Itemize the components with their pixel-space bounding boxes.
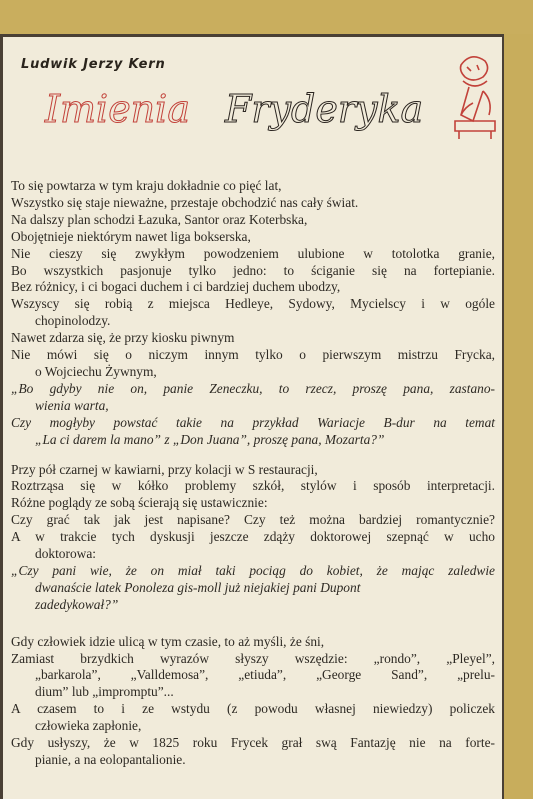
poem-line: „barkarola”, „Valldemosa”, „etiuda”, „George Sand”, „prelu- bbox=[35, 667, 495, 683]
poem-line-quote: „Czy pani wie, że on miał taki pociąg do kobiet, że mając zaledwie bbox=[11, 562, 495, 578]
poem-line-quote: „La ci darem la mano” z „Don Juana”, proszę pana, Mozarta?” bbox=[35, 431, 385, 447]
poem-line: o Wojciechu Żywnym, bbox=[35, 363, 157, 379]
poem-line: Obojętnieje niektórym nawet liga bokserska, bbox=[11, 228, 251, 244]
poem-stanza-2 bbox=[11, 462, 495, 614]
poem-line: pianie, a na eolopantalionie. bbox=[35, 752, 186, 767]
poem-line: doktorowa: bbox=[35, 546, 96, 562]
page-top-margin bbox=[0, 0, 533, 34]
stanza-spacer bbox=[11, 614, 495, 634]
poem-line: To się powtarza w tym kraju dokładnie co pięć lat, bbox=[11, 178, 282, 193]
poem-line: Nie mówi się o niczym innym tylko o pierwszym mistrzu Frycka, bbox=[11, 347, 495, 363]
poem-line-quote: wienia warta, bbox=[35, 397, 109, 413]
poem-line: Gdy usłyszy, że w 1825 roku Frycek grał swą Fantazję nie na forte- bbox=[11, 735, 495, 751]
poem-line: chopinolodzy. bbox=[35, 313, 111, 329]
poem-line-quote: dwanaście latek Ponoleza gis-moll już niejakiej pani Dupont bbox=[35, 579, 361, 595]
poem-line: dium” lub „impromptu”... bbox=[35, 684, 174, 700]
poem-line-quote: „Bo gdyby nie on, panie Zeneczku, to rzecz, proszę pana, zastano- bbox=[11, 380, 495, 396]
poem-stanza-1 bbox=[11, 178, 495, 449]
poem-line: Wszystko się staje nieważne, przestaje obchodzić nas cały świat. bbox=[11, 194, 359, 210]
poem-body bbox=[11, 178, 495, 769]
poem-line: Bo wszystkich pasjonuje tylko jedno: to ściganie się na fortepianie. bbox=[11, 262, 495, 278]
poem-line: Czy grać tak jak jest napisane? Czy też można bardziej romantycznie? bbox=[11, 512, 495, 528]
stanza-spacer bbox=[11, 449, 495, 462]
poem-line-quote: Czy mogłyby powstać takie na przykład Wariacje B-dur na temat bbox=[11, 414, 495, 430]
poem-line: Wszyscy się robią z miejsca Hedleye, Sydowy, Mycielscy i w ogóle bbox=[11, 296, 495, 312]
magazine-page bbox=[0, 34, 504, 799]
author-name: Ludwik Jerzy Kern bbox=[21, 57, 166, 72]
poem-line: Bez różnicy, i ci bogaci duchem i ci bardziej duchem ubodzy, bbox=[11, 279, 341, 295]
poem-line: Na dalszy plan schodzi Łazuka, Santor oraz Koterbska, bbox=[11, 211, 308, 227]
poem-line: Zamiast brzydkich wyrazów słyszy wszędzie: „rondo”, „Pleyel”, bbox=[11, 650, 495, 666]
chopin-caricature-illustration bbox=[447, 47, 503, 147]
poem-line: Nie cieszy się zwykłym powodzeniem ulubione w totolotka granie, bbox=[11, 245, 495, 261]
poem-line: Różne poglądy ze sobą ścierają się ustawicznie: bbox=[11, 495, 268, 511]
poem-line: Nawet zdarza się, że przy kiosku piwnym bbox=[11, 330, 235, 346]
poem-line-quote: zadedykował?” bbox=[35, 596, 119, 612]
title-part-1: Imienia bbox=[45, 87, 190, 131]
poem-stanza-3 bbox=[11, 634, 495, 769]
poem-line: A w trakcie tych dyskusji jeszcze zdąży doktorowej szepnąć w ucho bbox=[11, 529, 495, 545]
title-part-2: Fryderyka bbox=[225, 87, 424, 131]
poem-line: A czasem to i ze wstydu (z powodu własnej niewiedzy) policzek bbox=[11, 701, 495, 717]
poem-line: Roztrząsa się w kółko problemy szkół, stylów i sposób interpretacji. bbox=[11, 478, 495, 494]
poem-line: Przy pół czarnej w kawiarni, przy kolacji w S restauracji, bbox=[11, 461, 318, 477]
poem-line: Gdy człowiek idzie ulicą w tym czasie, to aż myśli, że śni, bbox=[11, 633, 325, 649]
poem-line: człowieka zapłonie, bbox=[35, 718, 142, 734]
